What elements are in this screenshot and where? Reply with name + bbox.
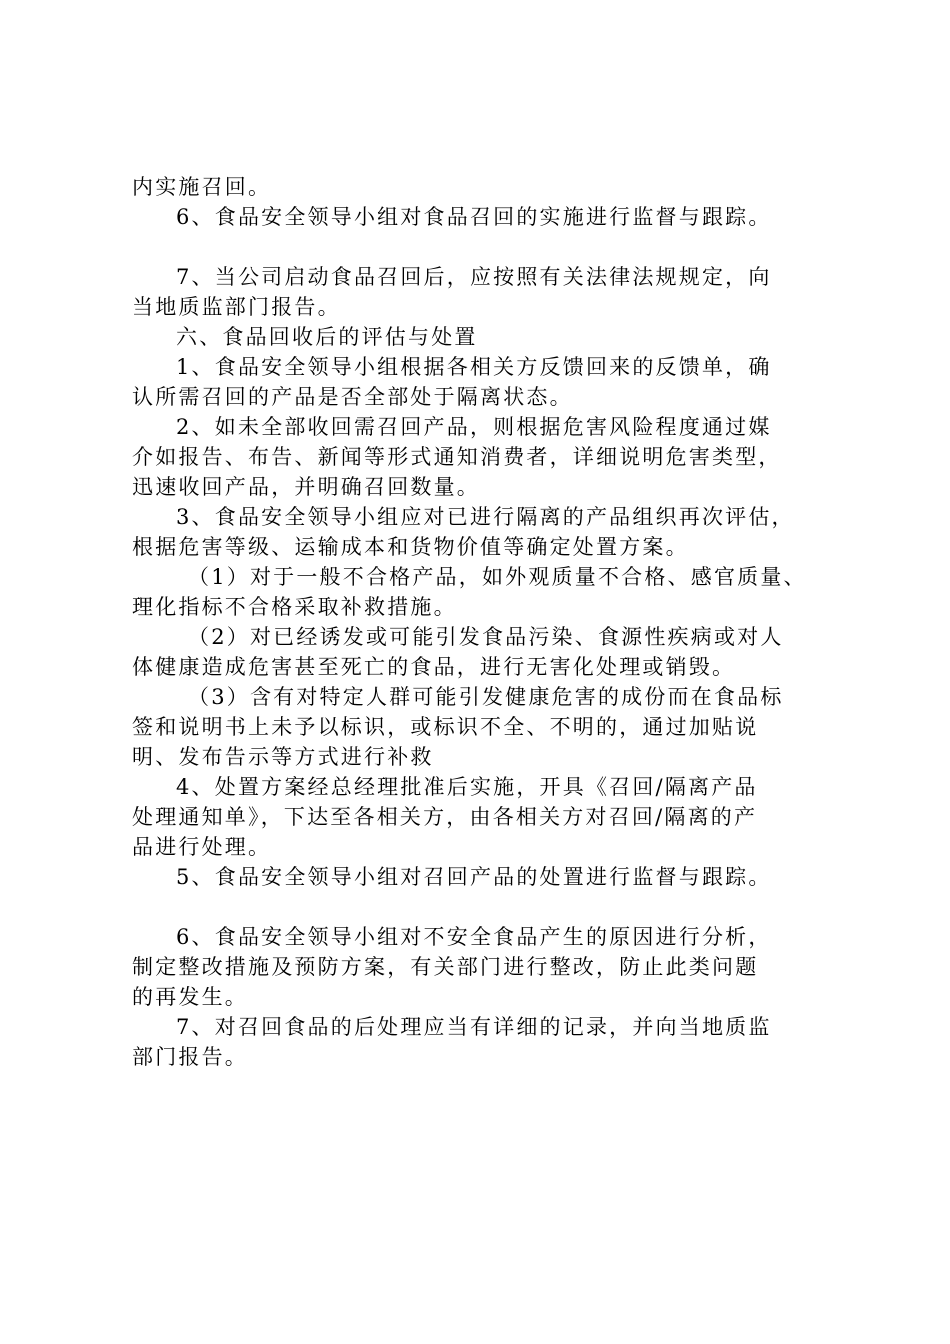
text-line: 1、食品安全领导小组根据各相关方反馈回来的反馈单，确 — [176, 355, 772, 379]
text-line: 内实施召回。 — [132, 175, 272, 199]
paragraph-gap — [132, 232, 832, 262]
text-line: 7、对召回食品的后处理应当有详细的记录，并向当地质监 — [176, 1015, 772, 1039]
text-line: 理化指标不合格采取补救措施。 — [132, 595, 457, 619]
text-line: 签和说明书上未予以标识，或标识不全、不明的，通过加贴说 — [132, 715, 759, 739]
text-line: 当地质监部门报告。 — [132, 295, 341, 319]
text-line: 6、食品安全领导小组对不安全食品产生的原因进行分析， — [176, 925, 772, 949]
text-line: 部门报告。 — [132, 1045, 248, 1069]
text-line: 迅速收回产品，并明确召回数量。 — [132, 475, 480, 499]
section-heading: 六、食品回收后的评估与处置 — [176, 325, 478, 349]
text-line: 处理通知单》，下达至各相关方，由各相关方对召回/隔离的产 — [132, 805, 758, 829]
text-line: 介如报告、布告、新闻等形式通知消费者，详细说明危害类型， — [132, 445, 782, 469]
text-line: 制定整改措施及预防方案，有关部门进行整改，防止此类问题 — [132, 955, 759, 979]
text-line: 体健康造成危害甚至死亡的食品，进行无害化处理或销毁。 — [132, 655, 736, 679]
text-line: 根据危害等级、运输成本和货物价值等确定处置方案。 — [132, 535, 689, 559]
text-line: 明、发布告示等方式进行补救 — [132, 745, 434, 769]
text-line: 的再发生。 — [132, 985, 248, 1009]
text-line: （2）对已经诱发或可能引发食品污染、食源性疾病或对人 — [188, 625, 784, 649]
text-line: 6、食品安全领导小组对食品召回的实施进行监督与跟踪。 — [176, 205, 772, 229]
text-line: 认所需召回的产品是否全部处于隔离状态。 — [132, 385, 573, 409]
text-line: 5、食品安全领导小组对召回产品的处置进行监督与跟踪。 — [176, 865, 772, 889]
text-line: 3、食品安全领导小组应对已进行隔离的产品组织再次评估， — [176, 505, 795, 529]
paragraph-gap — [132, 892, 832, 922]
text-line: 4、处置方案经总经理批准后实施，开具《召回/隔离产品 — [176, 775, 758, 799]
text-line: （1）对于一般不合格产品，如外观质量不合格、感官质量、 — [188, 565, 807, 589]
document-body — [132, 172, 832, 1072]
text-line: 2、如未全部收回需召回产品，则根据危害风险程度通过媒 — [176, 415, 772, 439]
text-line: 7、当公司启动食品召回后，应按照有关法律法规规定，向 — [176, 265, 772, 289]
text-line: （3）含有对特定人群可能引发健康危害的成份而在食品标 — [188, 685, 784, 709]
text-line: 品进行处理。 — [132, 835, 272, 859]
